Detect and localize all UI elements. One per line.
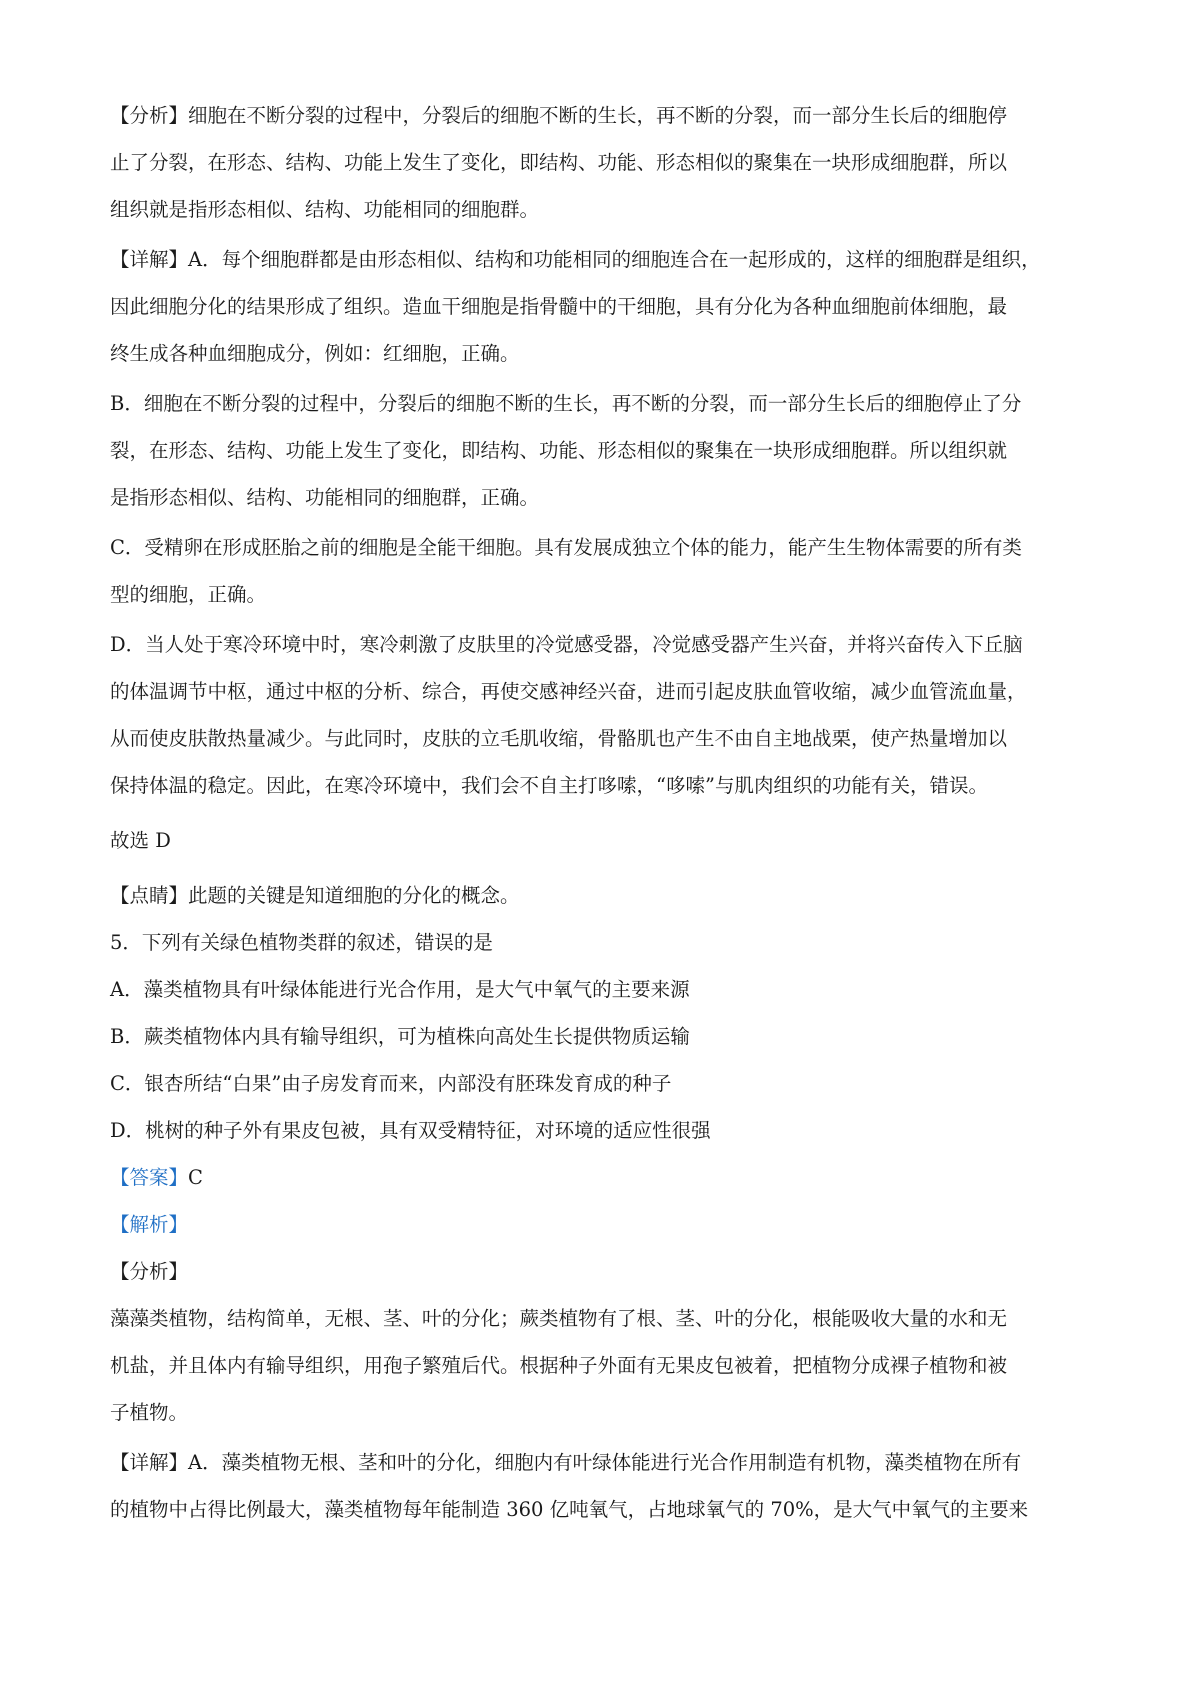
detail-d-line: 的体温调节中枢，通过中枢的分析、综合，再使交感神经兴奋，进而引起皮肤血管收缩，减少血管流血量， — [110, 680, 1027, 703]
pointer-paragraph — [110, 872, 1100, 919]
detail-c-line: C．受精卵在形成胚胎之前的细胞是全能干细胞。具有发展成独立个体的能力，能产生生物体需要的所有类 — [110, 536, 1022, 559]
document-content — [110, 92, 1100, 1533]
explanation-label: 【解析】 — [110, 1213, 189, 1236]
answer-value: C — [188, 1166, 203, 1189]
detail-d-line: 从而使皮肤散热量减少。与此同时，皮肤的立毛肌收缩，骨骼肌也产生不由自主地战栗，使产热量增加以 — [110, 727, 1008, 750]
detail2-line: 的植物中占得比例最大，藻类植物每年能制造 360 亿吨氧气，占地球氧气的 70%，是大气中氧气的主要来 — [110, 1498, 1029, 1521]
analysis2-label: 【分析】 — [110, 1260, 189, 1283]
detail-c-line: 型的细胞，正确。 — [110, 583, 267, 606]
pointer-line: 【点睛】此题的关键是知道细胞的分化的概念。 — [110, 884, 520, 907]
analysis2-line: 子植物。 — [110, 1401, 189, 1424]
detail2-paragraph — [110, 1439, 1100, 1533]
answer-block — [110, 1154, 1100, 1295]
detail-c-paragraph — [110, 524, 1100, 618]
question-stem: 5．下列有关绿色植物类群的叙述，错误的是 — [110, 931, 493, 954]
detail-b-paragraph — [110, 380, 1100, 521]
analysis-line: 止了分裂，在形态、结构、功能上发生了变化，即结构、功能、形态相似的聚集在一块形成细胞群，所以 — [110, 151, 1008, 174]
answer-label: 【答案】 — [110, 1166, 189, 1189]
analysis2-line: 藻藻类植物，结构简单，无根、茎、叶的分化；蕨类植物有了根、茎、叶的分化，根能吸收大量的水和无 — [110, 1307, 1008, 1330]
choice-line: 故选 D — [110, 829, 171, 852]
analysis2-paragraph — [110, 1295, 1100, 1436]
analysis2-line: 机盐，并且体内有输导组织，用孢子繁殖后代。根据种子外面有无果皮包被着，把植物分成裸子植物和被 — [110, 1354, 1008, 1377]
detail-a-paragraph — [110, 236, 1100, 377]
detail-d-line: D．当人处于寒冷环境中时，寒冷刺激了皮肤里的冷觉感受器，冷觉感受器产生兴奋，并将兴奋传入下丘脑 — [110, 633, 1023, 656]
question-option-c: C．银杏所结“白果”由子房发育而来，内部没有胚珠发育成的种子 — [110, 1072, 672, 1095]
detail-b-line: 是指形态相似、结构、功能相同的细胞群，正确。 — [110, 486, 540, 509]
analysis-line: 组织就是指形态相似、结构、功能相同的细胞群。 — [110, 198, 540, 221]
analysis-line: 【分析】细胞在不断分裂的过程中，分裂后的细胞不断的生长，再不断的分裂，而一部分生长后的细胞停 — [110, 104, 1008, 127]
detail-a-line: 因此细胞分化的结果形成了组织。造血干细胞是指骨髓中的干细胞，具有分化为各种血细胞前体细胞，最 — [110, 295, 1008, 318]
detail-a-line: 【详解】A．每个细胞群都是由形态相似、结构和功能相同的细胞连合在一起形成的，这样的细胞群是组织， — [110, 248, 1041, 271]
detail-a-line: 终生成各种血细胞成分，例如：红细胞，正确。 — [110, 342, 520, 365]
detail-b-line: 裂，在形态、结构、功能上发生了变化，即结构、功能、形态相似的聚集在一块形成细胞群。所以组织就 — [110, 439, 1008, 462]
question-option-a: A．藻类植物具有叶绿体能进行光合作用，是大气中氧气的主要来源 — [110, 978, 690, 1001]
detail-d-line: 保持体温的稳定。因此，在寒冷环境中，我们会不自主打哆嗦，“哆嗦”与肌肉组织的功能有关，错误。 — [110, 774, 988, 797]
detail-d-paragraph — [110, 621, 1100, 809]
question-block — [110, 919, 1100, 1154]
choice-paragraph — [110, 817, 1100, 864]
question-option-d: D．桃树的种子外有果皮包被，具有双受精特征，对环境的适应性很强 — [110, 1119, 711, 1142]
detail-b-line: B．细胞在不断分裂的过程中，分裂后的细胞不断的生长，再不断的分裂，而一部分生长后的细胞停止了分 — [110, 392, 1022, 415]
question-option-b: B．蕨类植物体内具有输导组织，可为植株向高处生长提供物质运输 — [110, 1025, 690, 1048]
analysis-paragraph — [110, 92, 1100, 233]
answer-line — [110, 1154, 1100, 1201]
detail2-line: 【详解】A．藻类植物无根、茎和叶的分化，细胞内有叶绿体能进行光合作用制造有机物，藻类植物在所有 — [110, 1451, 1022, 1474]
